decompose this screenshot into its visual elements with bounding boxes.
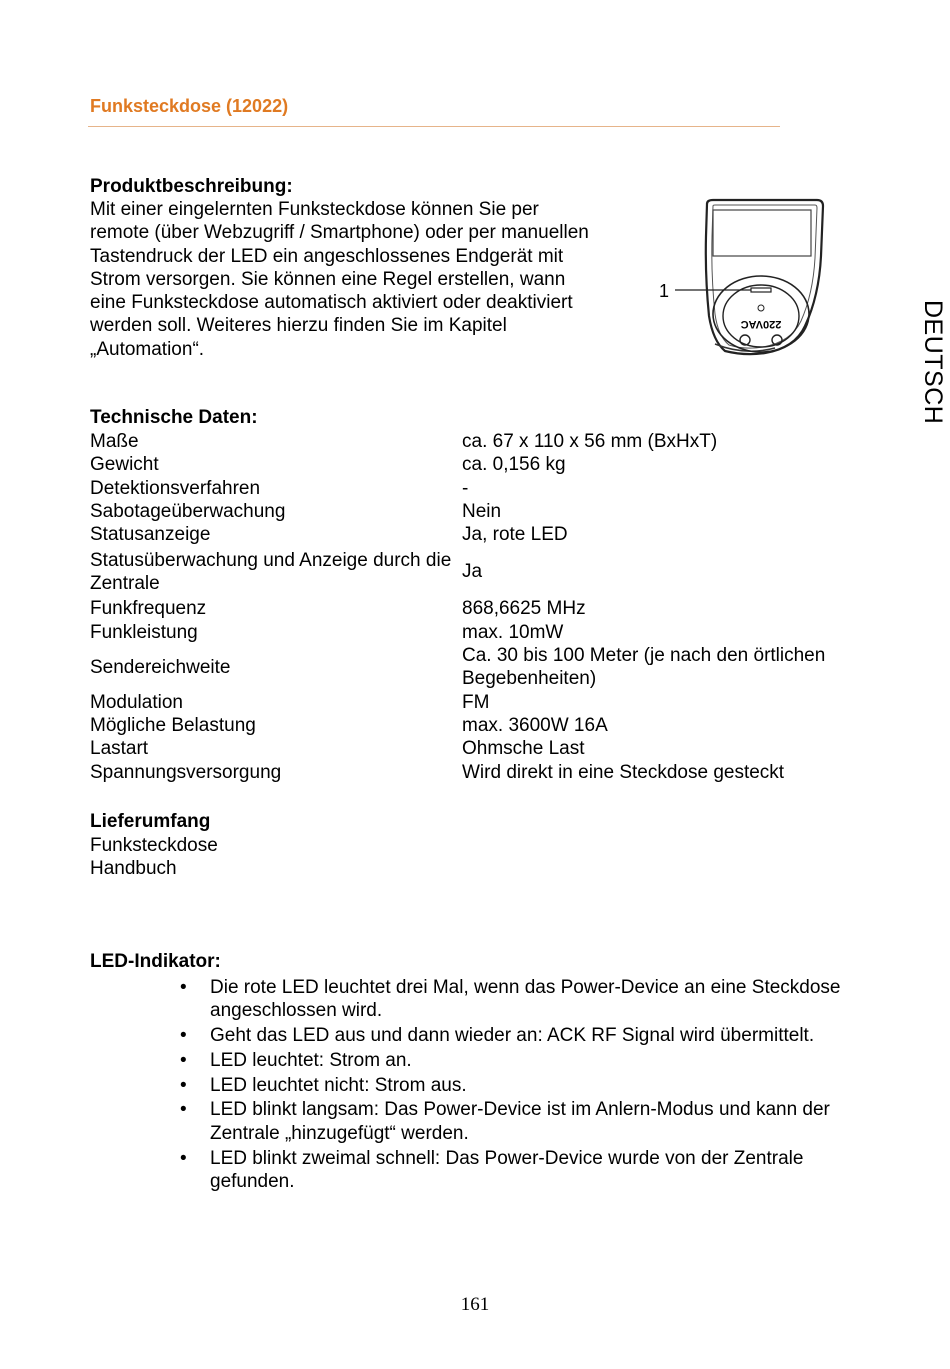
- spec-value: Ohmsche Last: [462, 738, 585, 760]
- language-tab: DEUTSCH: [919, 300, 947, 425]
- table-row: [90, 761, 862, 784]
- callout-number: 1: [659, 281, 670, 301]
- list-item: [180, 1147, 880, 1194]
- list-item: [180, 1049, 880, 1072]
- table-row: [90, 714, 862, 737]
- spec-value: Wird direkt in eine Steckdose gesteckt: [462, 761, 785, 783]
- description-line: remote (über Webzugriff / Smartphone) oder per manuellen: [90, 222, 589, 244]
- spec-label: Funkleistung: [90, 621, 198, 643]
- list-item-text: LED leuchtet: Strom an.: [210, 1049, 412, 1071]
- bullet-icon: •: [180, 977, 187, 998]
- spec-value: ca. 67 x 110 x 56 mm (BxHxT): [462, 431, 718, 452]
- bullet-icon: •: [180, 1147, 187, 1169]
- delivery-heading: Lieferumfang: [90, 811, 211, 832]
- table-row: [90, 523, 862, 546]
- spec-label: Maße: [90, 431, 139, 452]
- spec-value: Ja: [462, 561, 483, 583]
- spec-label: Statusanzeige: [90, 524, 211, 546]
- list-item: [180, 1074, 880, 1097]
- list-item-text: LED blinkt zweimal schnell: Das Power-Device wurde von der Zentrale gefunden.: [210, 1147, 804, 1192]
- tech-data-table: [90, 430, 862, 784]
- spec-value: ca. 0,156 kg: [462, 454, 566, 476]
- list-item-text: Geht das LED aus und dann wieder an: ACK RF Signal wird übermittelt.: [210, 1025, 815, 1047]
- list-item-text: Die rote LED leuchtet drei Mal, wenn das Power-Device an eine Steckdose angeschlossen wird.: [210, 977, 841, 1022]
- table-row: [90, 597, 862, 620]
- list-item: [180, 976, 880, 1023]
- spec-value: 868,6625 MHz: [462, 598, 586, 620]
- table-row: [90, 500, 862, 523]
- description-heading: Produktbeschreibung:: [90, 176, 293, 197]
- spec-label: Lastart: [90, 738, 149, 760]
- spec-label: Spannungsversorgung: [90, 761, 282, 783]
- page-title: Funksteckdose (12022): [90, 96, 289, 116]
- list-item: [180, 1024, 880, 1047]
- bullet-icon: •: [180, 1074, 187, 1096]
- spec-label: Gewicht: [90, 454, 159, 476]
- bullet-icon: •: [180, 1025, 187, 1047]
- list-item: [180, 1098, 880, 1145]
- table-row: [90, 737, 862, 760]
- spec-value: max. 10mW: [462, 621, 564, 643]
- delivery-item: Funksteckdose: [90, 835, 218, 856]
- spec-label: Modulation: [90, 691, 183, 713]
- bullet-icon: •: [180, 1049, 187, 1071]
- table-row: [90, 430, 862, 453]
- spec-label: Sabotageüberwachung: [90, 500, 286, 522]
- description-line: Tastendruck der LED ein angeschlossenes Endgerät mit: [90, 245, 564, 267]
- description-line: werden soll. Weiteres hierzu finden Sie im Kapitel: [90, 315, 507, 337]
- table-row: [90, 546, 862, 597]
- spec-value: -: [462, 477, 469, 499]
- delivery-item: Handbuch: [90, 858, 177, 880]
- list-item-text: LED blinkt langsam: Das Power-Device ist im Anlern-Modus und kann der Zentrale „hinzugefügt“ werden.: [210, 1099, 830, 1144]
- led-bullet-list: [180, 976, 880, 1195]
- page-number: 161: [460, 1294, 490, 1315]
- spec-value: Ca. 30 bis 100 Meter (je nach den örtlichen Begebenheiten): [462, 645, 826, 690]
- table-row: [90, 691, 862, 714]
- spec-value: max. 3600W 16A: [462, 714, 608, 736]
- bullet-icon: •: [180, 1099, 187, 1121]
- description-text: [90, 198, 650, 361]
- table-row: [90, 644, 862, 691]
- table-row: [90, 621, 862, 644]
- description-line: Strom versorgen. Sie können eine Regel erstellen, wann: [90, 268, 566, 290]
- spec-label: Detektionsverfahren: [90, 477, 261, 499]
- description-line: eine Funksteckdose automatisch aktiviert oder deaktiviert: [90, 292, 573, 314]
- delivery-list: [90, 834, 218, 881]
- spec-value: Ja, rote LED: [462, 524, 568, 546]
- spec-label: Funkfrequenz: [90, 598, 207, 620]
- table-row: [90, 453, 862, 476]
- spec-value: FM: [462, 691, 490, 713]
- spec-label: Sendereichweite: [90, 656, 231, 678]
- list-item-text: LED leuchtet nicht: Strom aus.: [210, 1074, 467, 1096]
- description-line: Mit einer eingelernten Funksteckdose können Sie per: [90, 199, 539, 220]
- spec-label: Mögliche Belastung: [90, 714, 256, 736]
- spec-value: Nein: [462, 500, 502, 522]
- spec-label: Statusüberwachung und Anzeige durch die Zentrale: [90, 549, 452, 594]
- voltage-label: 220VAC: [740, 318, 782, 330]
- description-line: „Automation“.: [90, 338, 205, 360]
- device-illustration: [655, 196, 835, 360]
- table-row: [90, 477, 862, 500]
- title-divider: [88, 126, 780, 127]
- led-heading: LED-Indikator:: [90, 951, 221, 972]
- tech-data-heading: Technische Daten:: [90, 407, 258, 428]
